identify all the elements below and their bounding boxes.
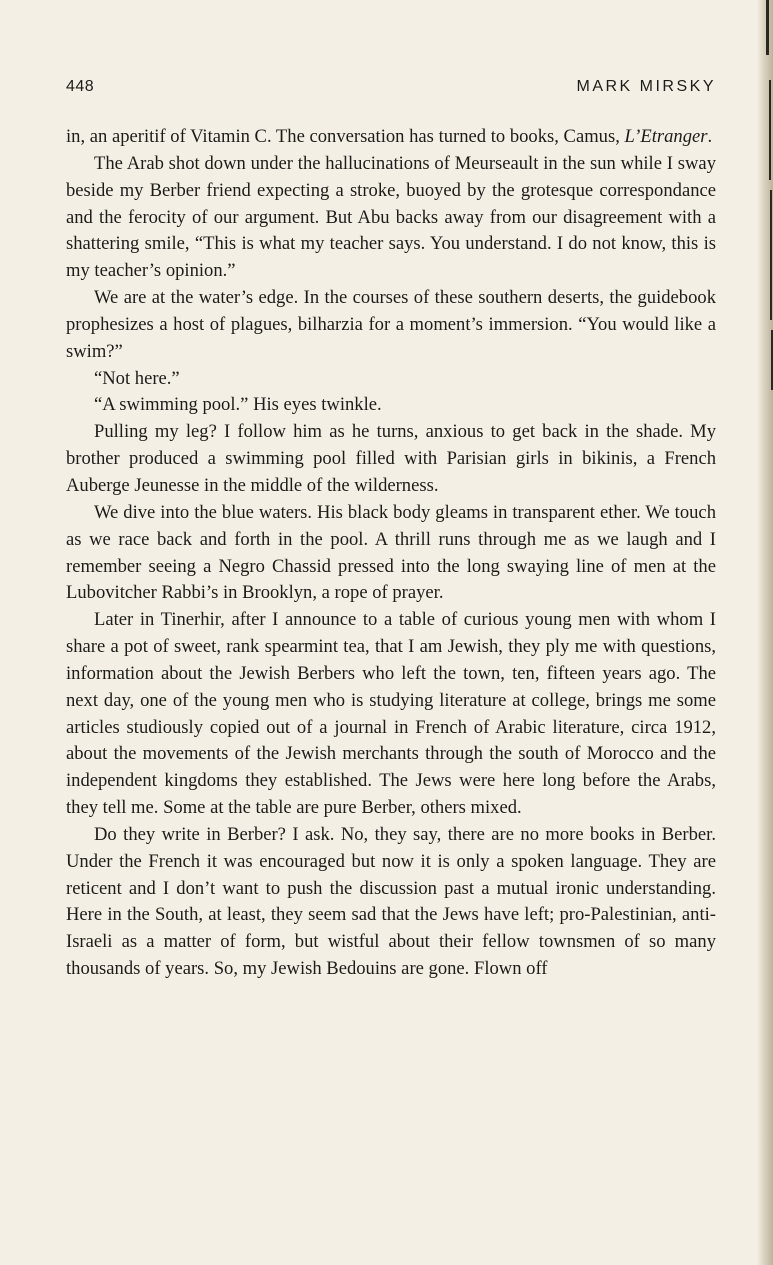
body-text: [66, 124, 716, 983]
paragraph: The Arab shot down under the hallucinations of Meurseault in the sun while I sway beside my Berber friend expecting a stroke, buoyed by the grotesque correspondance and the ferocity of our argument. But Abu backs away from our disagreement with a shattering smile, “This is what my teacher says. You understand. I do not know, this is my teacher’s opinion.”: [66, 152, 716, 282]
page-number: 448: [66, 78, 95, 95]
paragraph: We are at the water’s edge. In the courses of these southern deserts, the guidebook prophesizes a host of plagues, bilharzia for a moment’s immersion. “You would like a swim?”: [66, 287, 716, 362]
page-header: [66, 78, 716, 100]
edge-mark: [770, 190, 772, 320]
paragraph: Later in Tinerhir, after I announce to a table of curious young men with whom I share a pot of sweet, rank spearmint tea, that I am Jewish, they ply me with questions, information about the Jewish Berbers who left the town, ten, fifteen years ago. The next day, one of the young men who is studying literature at college, brings me some articles studiously copied out of a journal in French of Arabic literature, circa 1912, about the movements of the Jewish merchants through the south of Morocco and the independent kingdoms they established. The Jews were here long before the Arabs, they tell me. Some at the table are pure Berber, others mixed.: [66, 609, 716, 819]
running-head: MARK MIRSKY: [576, 78, 716, 95]
paragraph: Pulling my leg? I follow him as he turns, anxious to get back in the shade. My brother produced a swimming pool filled with Parisian girls in bikinis, a French Auberge Jeunesse in the middle of the wilderness.: [66, 421, 716, 496]
paragraph: Do they write in Berber? I ask. No, they say, there are no more books in Berber. Under the French it was encouraged but now it is only a spoken language. They are reticent and I don’t want to push the discussion past a mutual ironic understanding. Here in the South, at least, they seem sad that the Jews have left; pro-Palestinian, anti-Israeli as a matter of form, but wistful about their fellow townsmen of so many thousands of years. So, my Jewish Bedouins are gone. Flown off: [66, 823, 716, 980]
edge-mark: [769, 80, 771, 180]
edge-mark: [766, 0, 769, 55]
paragraph: We dive into the blue waters. His black body gleams in transparent ether. We touch as we race back and forth in the pool. A thrill runs through me as we laugh and I remember seeing a Negro Chassid pressed into the long swaying line of men at the Lubovitcher Rabbi’s in Brooklyn, a rope of prayer.: [66, 501, 716, 604]
paragraph: “A swimming pool.” His eyes twinkle.: [94, 394, 382, 416]
paragraph: in, an aperitif of Vitamin C. The conversation has turned to books, Camus, L’Etranger.: [66, 126, 713, 147]
page-edge-shadow: [757, 0, 773, 1265]
book-title: L’Etranger: [624, 126, 708, 147]
paragraph: “Not here.”: [94, 367, 180, 389]
